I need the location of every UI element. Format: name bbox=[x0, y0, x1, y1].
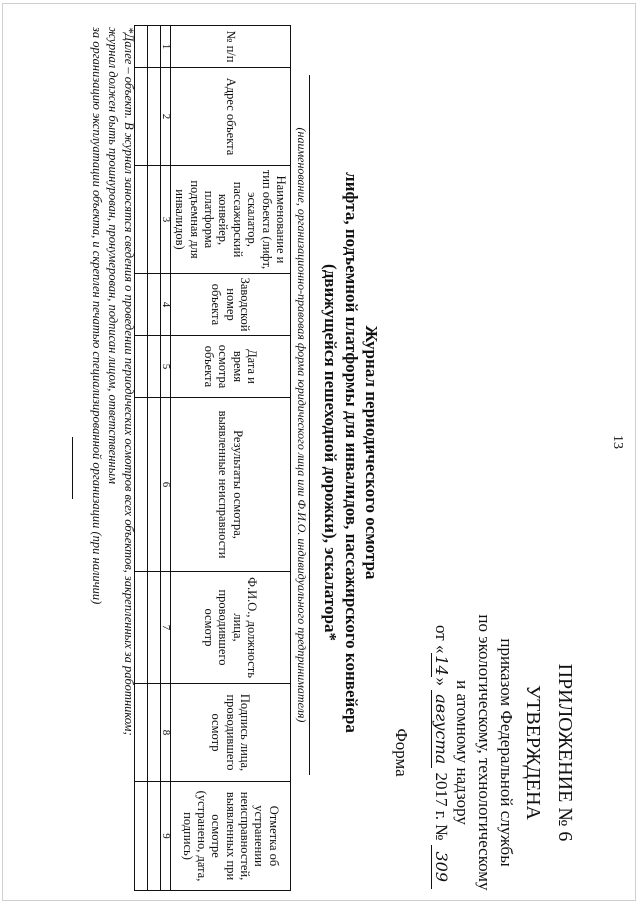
footnote-line-2: журнал должен быть прошнурован, пронумерован, подписан лицом, ответственным bbox=[106, 27, 120, 485]
table-cell bbox=[135, 398, 148, 572]
form-label: Форма bbox=[392, 728, 411, 777]
col-number-7: 7 bbox=[161, 572, 171, 684]
journal-title-line-1: Журнал периодического осмотра bbox=[362, 325, 381, 580]
journal-title-line-3: (движущейся пешеходной дорожки), эскалатора* bbox=[321, 264, 340, 641]
table-cell bbox=[135, 166, 148, 274]
table-cell bbox=[135, 684, 148, 782]
col-header-serial-number: Заводской номер объекта bbox=[171, 274, 291, 336]
col-header-object-type: Наименование и тип объекта (лифт, эскалатор, пассажирский конвейер, платформа подъемная для инвалидов) bbox=[171, 166, 291, 274]
order-line-3: и атомному надзору bbox=[453, 680, 472, 825]
order-line-2: по экологическому, технологическому bbox=[475, 614, 494, 891]
col-number-9: 9 bbox=[161, 782, 171, 891]
date-mid: » bbox=[432, 677, 451, 686]
organization-fill-line bbox=[309, 75, 310, 775]
journal-table bbox=[134, 25, 291, 891]
table-cell bbox=[148, 684, 161, 782]
col-number-3: 3 bbox=[161, 166, 171, 274]
approved-label: УТВЕРЖДЕНА bbox=[522, 684, 544, 821]
col-header-inspector-signature: Подпись лица, проводившего осмотр bbox=[171, 684, 291, 782]
footnote-line-3: за организацию эксплуатации объекта, и скреплен печатью специализированной организации (при наличии) bbox=[90, 27, 104, 605]
date-month: августа bbox=[431, 690, 451, 768]
table-cell bbox=[148, 274, 161, 336]
col-header-fix-mark: Отметка об устранении неисправностей, выявленных при осмотре (устранено, дата, подпись) bbox=[171, 782, 291, 891]
table-cell bbox=[135, 572, 148, 684]
table-cell bbox=[135, 26, 148, 68]
table-cell bbox=[148, 166, 161, 274]
table-cell bbox=[148, 782, 161, 891]
organization-caption: (наименование, организационно-правовая форма юридического лица или Ф.И.О. индивидуального предпринимателя) bbox=[295, 127, 309, 723]
col-header-results: Результаты осмотра, выявленные неисправности bbox=[171, 398, 291, 572]
date-year: 2017 г. № bbox=[432, 772, 451, 841]
table-cell bbox=[148, 26, 161, 68]
order-date bbox=[431, 625, 451, 900]
rotated-document-page bbox=[4, 5, 636, 900]
col-number-6: 6 bbox=[161, 398, 171, 572]
journal-title-line-2: лифта, подъемной платформы для инвалидов, пассажирского конвейера bbox=[342, 172, 361, 733]
col-number-8: 8 bbox=[161, 684, 171, 782]
date-prefix: от « bbox=[432, 625, 451, 654]
col-header-inspection-date: Дата и время осмотра объекта bbox=[171, 336, 291, 398]
table-cell bbox=[135, 274, 148, 336]
col-header-inspector-name: Ф.И.О., должность лица, проводившего осмотр bbox=[171, 572, 291, 684]
appendix-title: ПРИЛОЖЕНИЕ № 6 bbox=[554, 663, 576, 842]
footnote-line-1: *Далее – объект. В журнал заносятся сведения о проведении периодических осмотров всех объектов, закрепленных за работником; bbox=[122, 27, 136, 736]
table-cell bbox=[148, 572, 161, 684]
table-row bbox=[148, 26, 161, 891]
table-header-row bbox=[171, 26, 291, 891]
col-number-2: 2 bbox=[161, 68, 171, 166]
order-line-1: приказом Федеральной службы bbox=[497, 638, 516, 867]
table-cell bbox=[148, 398, 161, 572]
col-number-5: 5 bbox=[161, 336, 171, 398]
table-cell bbox=[135, 782, 148, 891]
table-cell bbox=[135, 336, 148, 398]
col-header-address: Адрес объекта bbox=[171, 68, 291, 166]
page-number: 13 bbox=[610, 435, 625, 449]
order-number: 309 bbox=[431, 845, 451, 889]
col-number-4: 4 bbox=[161, 274, 171, 336]
col-header-number: № п/п bbox=[171, 26, 291, 68]
table-row bbox=[135, 26, 148, 891]
table-cell bbox=[148, 336, 161, 398]
table-numbering-row bbox=[161, 26, 171, 891]
date-day: 14 bbox=[432, 655, 451, 676]
table-cell bbox=[148, 68, 161, 166]
table-cell bbox=[135, 68, 148, 166]
col-number-1: 1 bbox=[161, 26, 171, 68]
footnote-tail-line bbox=[72, 437, 73, 499]
